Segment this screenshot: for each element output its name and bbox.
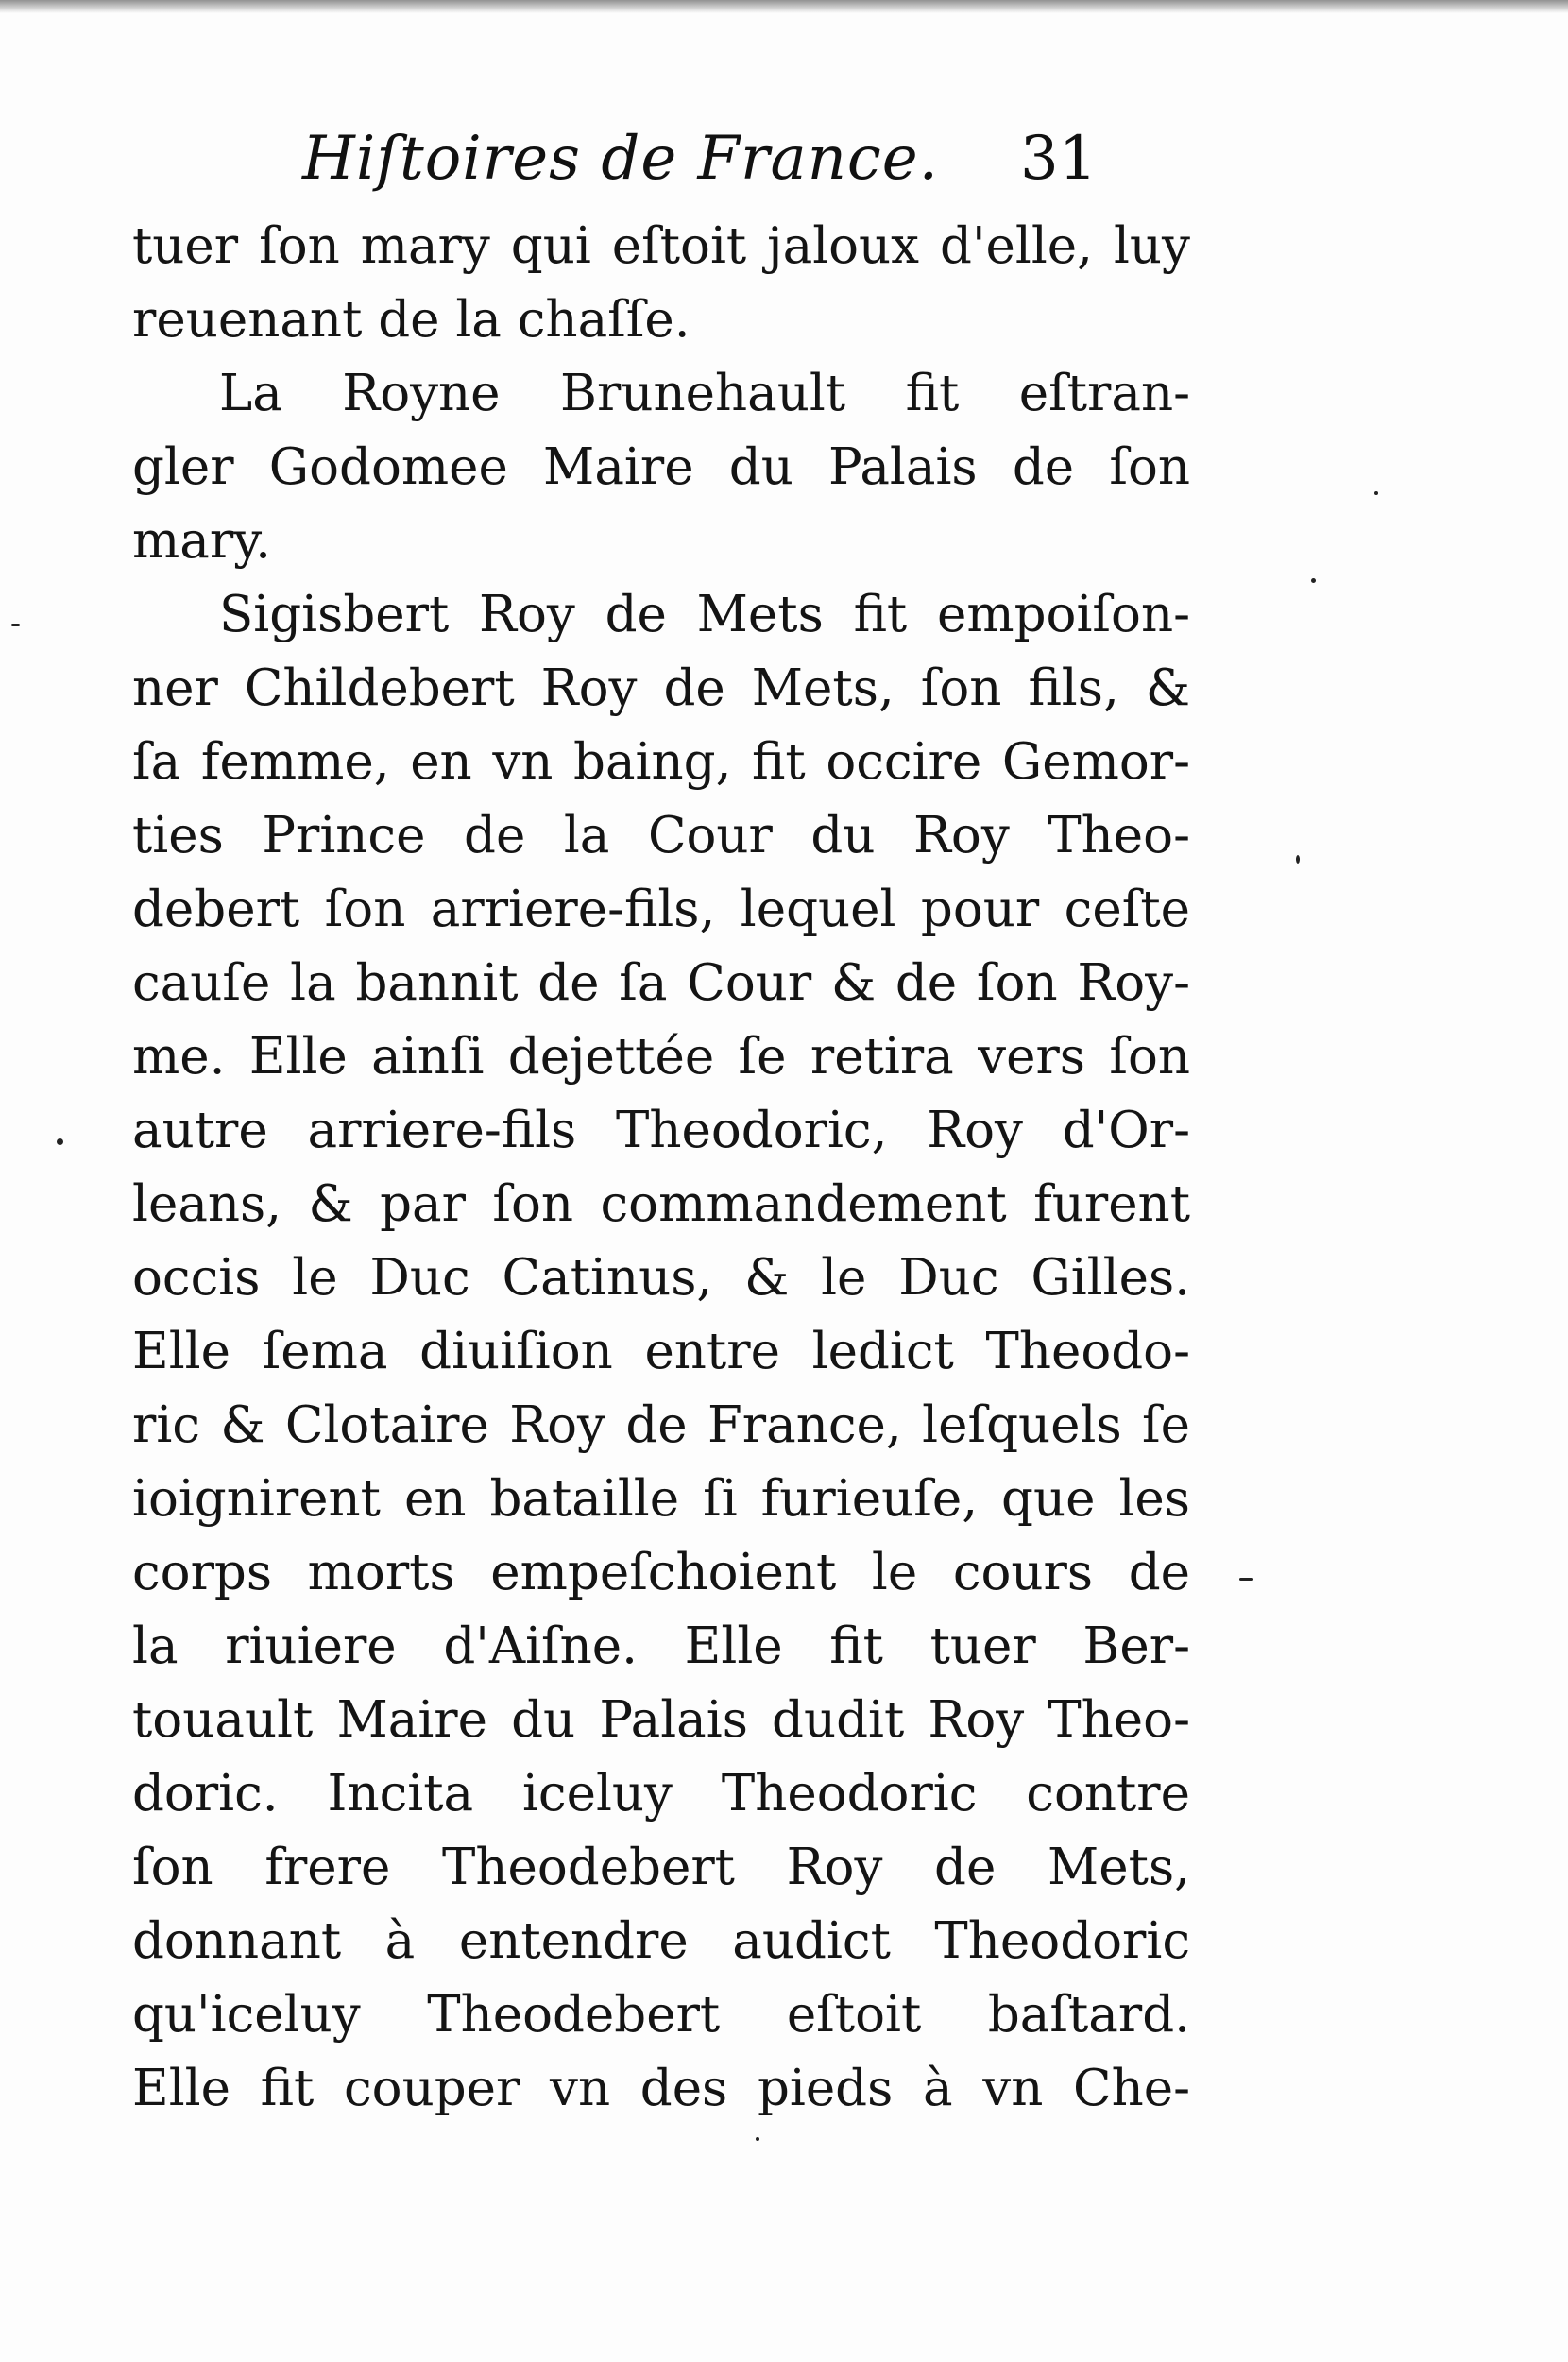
text-line: ioignirent en bataille ſi furieuſe, que les [132,1470,1190,1528]
text-line: leans, & par ſon commandement furent [132,1175,1190,1233]
text-line: corps morts empeſchoient le cours de [132,1544,1190,1601]
text-line: me. Elle ainſi dejettée ſe retira vers ſon [132,1028,1190,1086]
text-line: ties Prince de la Cour du Roy Theo- [132,807,1190,864]
text-line: ric & Clotaire Roy de France, leſquels ſe [132,1396,1190,1454]
scan-speck [756,2137,759,2141]
text-line: ſa femme, en vn baing, fit occire Gemor- [132,733,1190,791]
text-line: ner Childebert Roy de Mets, ſon fils, & [132,659,1190,717]
text-line: autre arriere-fils Theodoric, Roy d'Or- [132,1102,1190,1159]
text-line: Elle ſema diuiſion entre ledict Theodo- [132,1323,1190,1380]
text-line: donnant à entendre audict Theodoric [132,1912,1190,1970]
text-line: La Royne Brunehault fit eſtran- [219,365,1190,422]
scan-speck [1374,491,1378,495]
text-line: ſon frere Theodebert Roy de Mets, [132,1839,1190,1896]
scan-top-edge [0,0,1568,13]
scan-speck [1296,855,1300,864]
text-line: Elle fit couper vn des pieds à vn Che- [132,2060,1190,2117]
text-line: touault Maire du Palais dudit Roy Theo- [132,1691,1190,1749]
page-number: 31 [1020,124,1098,194]
scan-speck [1239,1578,1253,1581]
scan-speck [57,1138,63,1145]
text-line: debert ſon arriere-fils, lequel pour ceſte [132,881,1190,938]
text-line: la riuiere d'Aiſne. Elle fit tuer Ber- [132,1617,1190,1675]
scan-speck [1311,578,1316,583]
text-line: mary. [132,512,271,570]
text-line: reuenant de la chaſſe. [132,291,690,349]
text-line: occis le Duc Catinus, & le Duc Gilles. [132,1249,1190,1307]
scan-speck [11,624,20,626]
text-line: qu'iceluy Theodebert eſtoit baſtard. [132,1986,1190,2044]
running-head-title: Hiſtoires de France. [302,124,939,194]
text-line: Sigisbert Roy de Mets fit empoiſon- [219,586,1190,643]
text-line: gler Godomee Maire du Palais de ſon [132,438,1190,496]
body-text [132,210,1190,2126]
text-line: tuer ſon mary qui eſtoit jaloux d'elle, luy [132,217,1190,275]
text-line: cauſe la bannit de ſa Cour & de ſon Roy- [132,954,1190,1012]
text-line: doric. Incita iceluy Theodoric contre [132,1765,1190,1823]
running-head [302,111,1152,206]
